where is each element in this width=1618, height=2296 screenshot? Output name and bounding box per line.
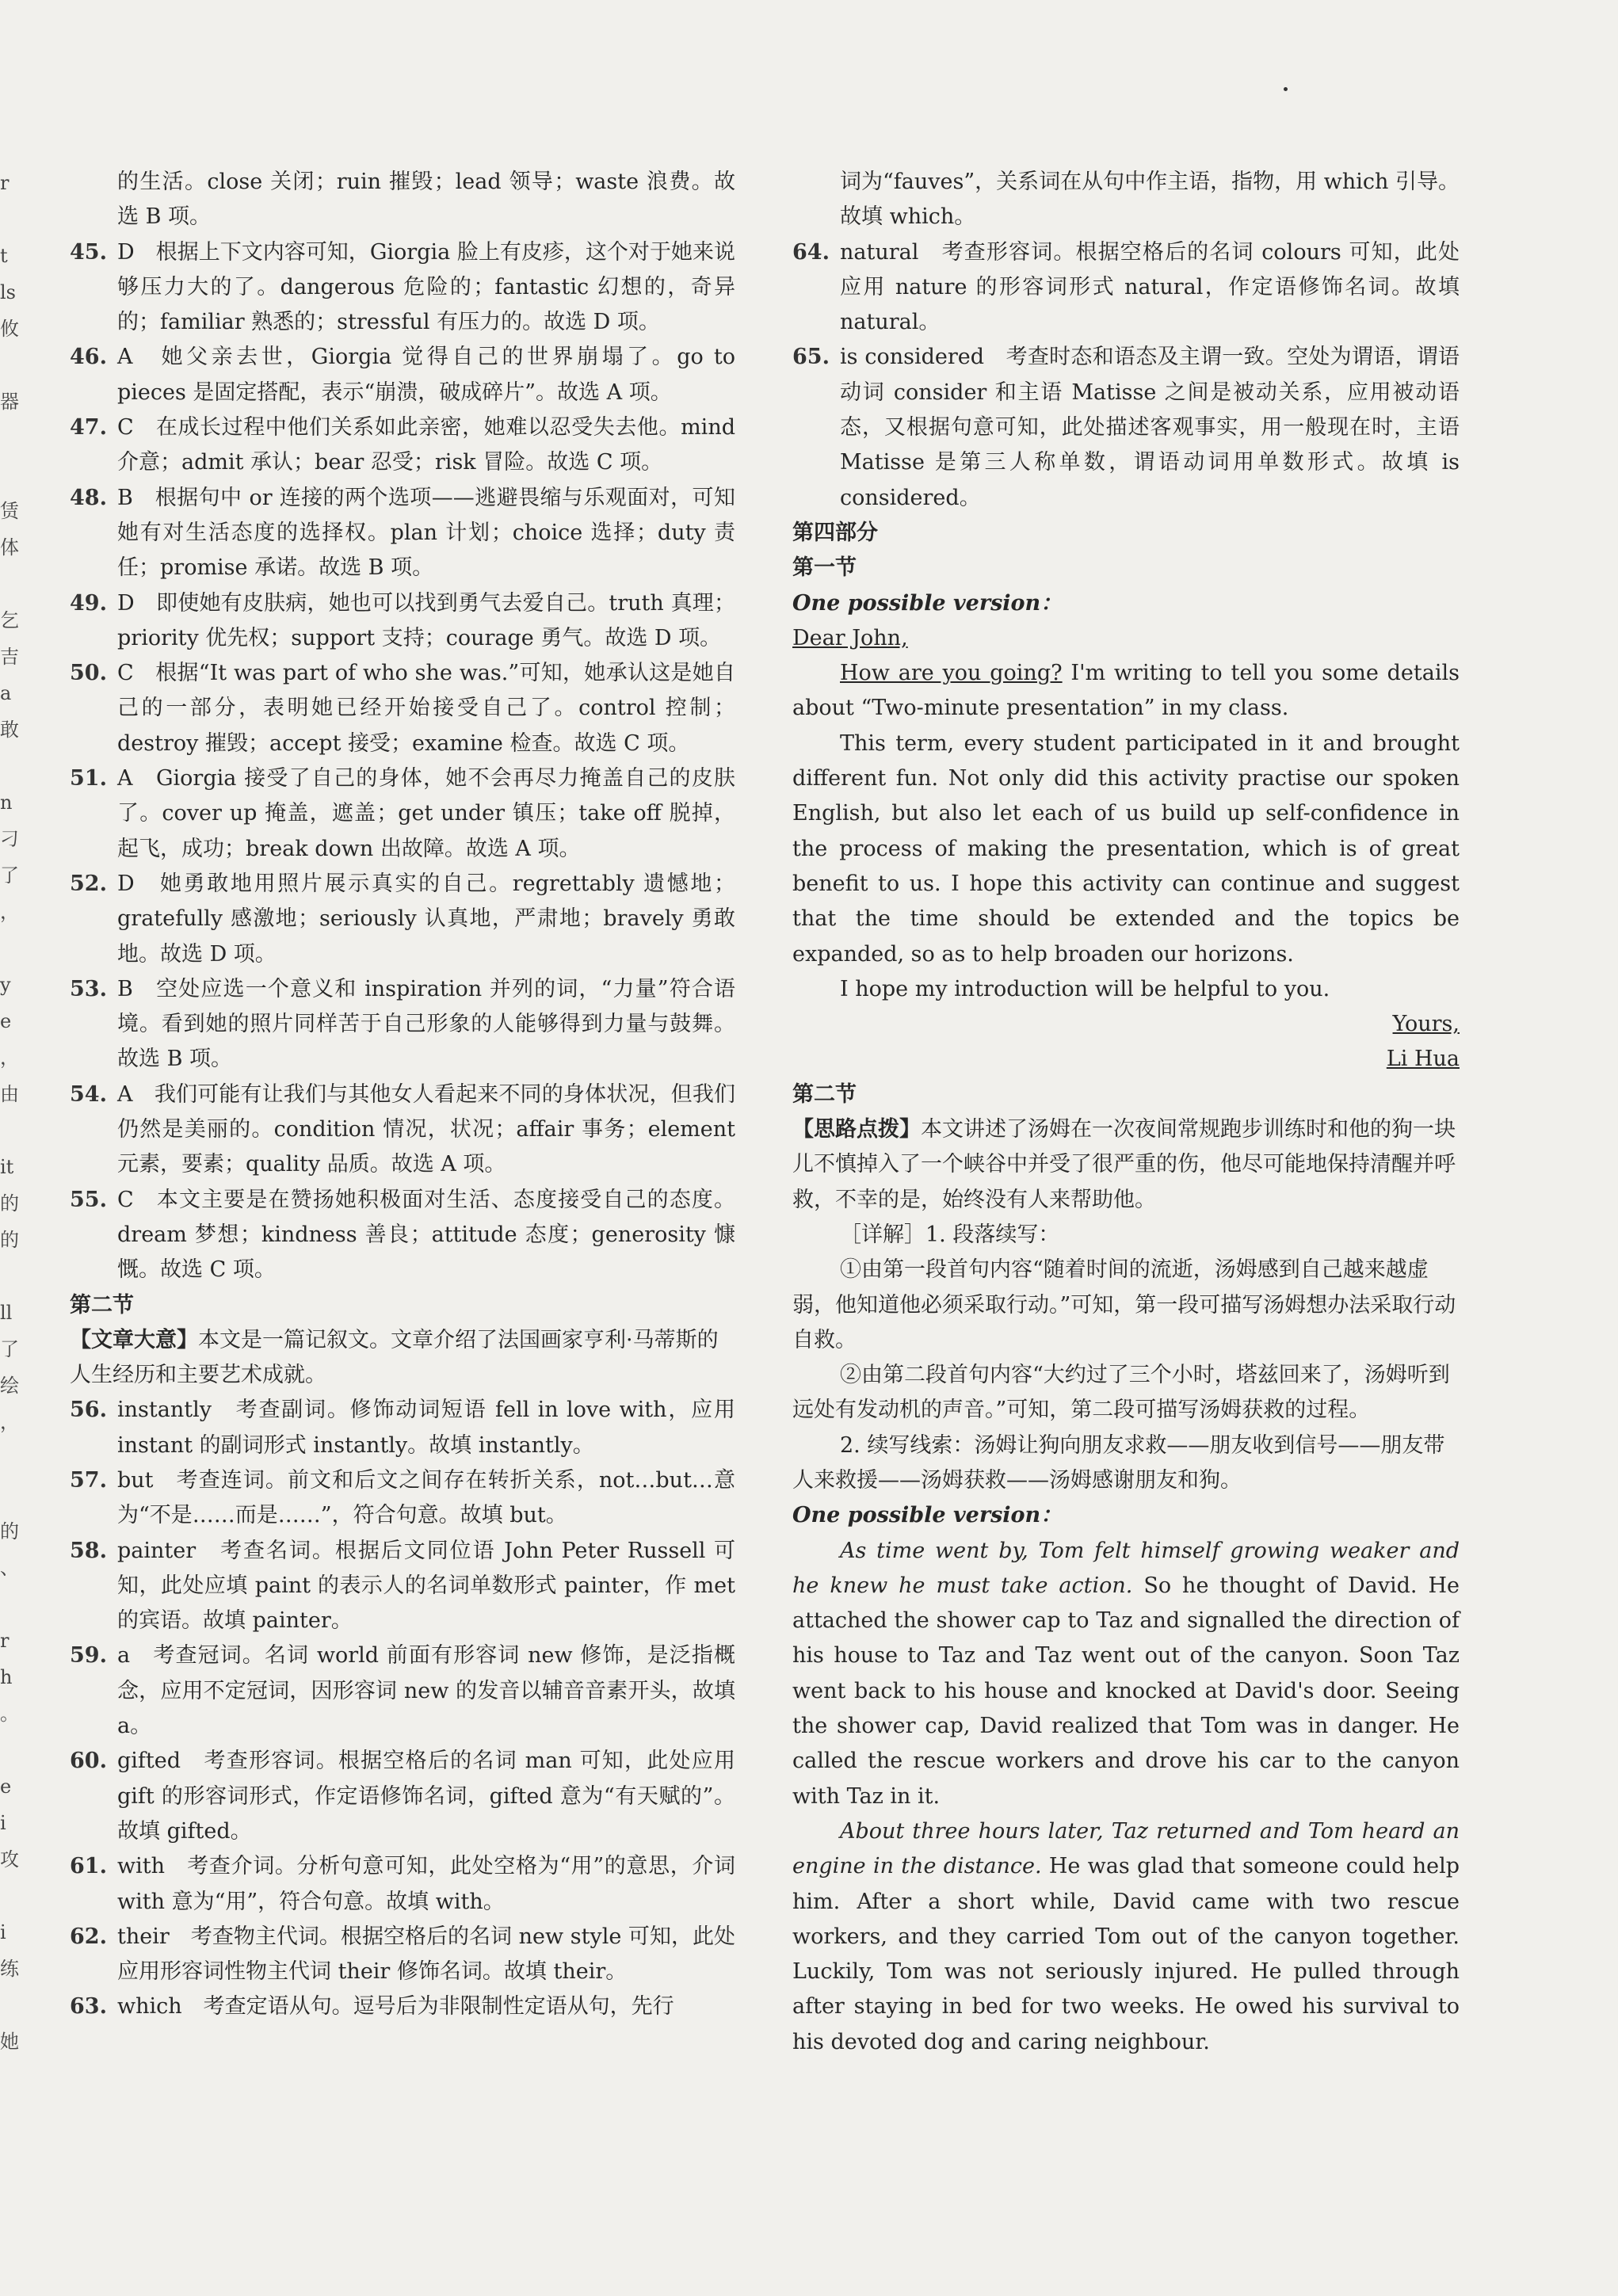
edge-fragment — [0, 1586, 16, 1623]
answer-explanation: B 根据句中 or 连接的两个选项——逃避畏缩与乐观面对，可知她有对生活态度的选择权。plan 计划；choice 选择；duty 责任；promise 承诺。故选 B 项。 — [117, 485, 735, 581]
answer-number: 61. — [70, 1854, 107, 1879]
edge-fragment: i — [0, 1812, 6, 1834]
answer-explanation: A 她父亲去世，Giorgia 觉得自己的世界崩塌了。go to pieces 是固定搭配，表示“崩溃，破成碎片”。故选 A 项。 — [117, 345, 735, 405]
answer-number: 47. — [70, 415, 107, 441]
answer-explanation: A Giorgia 接受了自己的身体，她不会再尽力掩盖自己的皮肤了。cover up 掩盖，遮盖；get under 镇压；take off 脱掉，起飞，成功；break down 出故障。故选 A 项。 — [117, 766, 735, 861]
answer-explanation: natural 考查形容词。根据空格后的名词 colours 可知，此处应用 nature 的形容词形式 natural，作定语修饰名词。故填 natural。 — [840, 239, 1460, 335]
answer-item — [70, 1744, 735, 1849]
left-column — [70, 165, 735, 2025]
edge-fragment: 攻 — [0, 1848, 19, 1871]
edge-fragment: 的 — [0, 1520, 19, 1543]
letter-salutation: Dear John, — [792, 625, 908, 650]
answer-number: 46. — [70, 345, 107, 370]
answer-number: 59. — [70, 1643, 107, 1669]
edge-fragment — [0, 1732, 16, 1768]
answer-item — [70, 972, 735, 1077]
continued-answer-63: 词为“fauves”，关系词在从句中作主语，指物，用 which 引导。故填 which。 — [840, 170, 1460, 230]
article-summary-label: 【文章大意】 — [70, 1327, 198, 1352]
edge-fragment: 吉 — [0, 646, 19, 668]
answer-item — [70, 1183, 735, 1288]
edge-fragment: 她 — [0, 2031, 19, 2053]
answer-item — [792, 340, 1460, 515]
story-paragraph-1: As time went by, Tom felt himself growing weaker and he knew he must take action. So he thought of David. He attached the shower cap to Taz and signalled the direction of his house to Taz and Taz went out of the canyon. Soon Taz went back to his house and knocked at David's door. Seeing the shower cap, David realized that Tom was in danger. He called the rescue workers and drove his car to the canyon with Taz in it. — [792, 1538, 1460, 1809]
edge-fragment — [0, 1258, 16, 1295]
answer-item — [70, 1989, 735, 2024]
answer-explanation: D 即使她有皮肤病，她也可以找到勇气去爱自己。truth 真理；priority 优先权；support 支持；courage 勇气。故选 D 项。 — [117, 590, 735, 650]
answer-item — [70, 235, 735, 341]
edge-fragment — [0, 456, 16, 493]
answer-number: 62. — [70, 1924, 107, 1949]
answer-number: 56. — [70, 1398, 107, 1423]
edge-fragment: 刁 — [0, 828, 19, 850]
answer-number: 58. — [70, 1538, 107, 1563]
answer-explanation: their 考查物主代词。根据空格后的名词 new style 可知，此处应用形容词性物主代词 their 修饰名词。故填 their。 — [117, 1924, 735, 1985]
edge-fragment: 绘 — [0, 1375, 19, 1397]
answer-item — [70, 1534, 735, 1639]
answer-number: 60. — [70, 1749, 107, 1774]
edge-fragment: ls — [0, 281, 16, 303]
answer-explanation: instantly 考查副词。修饰动词短语 fell in love with，应用 instant 的副词形式 instantly。故填 instantly。 — [117, 1398, 735, 1458]
answer-explanation: painter 考查名词。根据后文同位语 John Peter Russell 可知，此处应填 paint 的表示人的名词单数形式 painter，作 met 的宾语。故填 painter。 — [117, 1538, 735, 1634]
scan-speck — [1284, 87, 1288, 91]
edge-fragment: y — [0, 974, 11, 996]
answer-item — [70, 586, 735, 657]
answer-item — [70, 340, 735, 410]
answer-number: 49. — [70, 590, 107, 616]
clue-line: 2. 续写线索：汤姆让狗向朋友求救——朋友收到信号——朋友带人来救援——汤姆获救——汤姆感谢朋友和狗。 — [792, 1432, 1445, 1493]
answer-item — [792, 235, 1460, 341]
detail-line: ［详解］1. 段落续写： — [840, 1222, 1060, 1247]
story-p2-lead: About three hours later, Taz returned and Tom heard an engine in the distance. — [792, 1818, 1460, 1879]
right-column — [792, 165, 1460, 2060]
answer-number: 57. — [70, 1467, 107, 1493]
edge-fragment: ， — [0, 1411, 19, 1433]
edge-fragment — [0, 1878, 16, 1914]
letter-paragraph-2: This term, every student participated in it and brought different fun. Not only did this activity practise our spoken English, but also let each of us build up self-confidence in the process of making the presentation, which is of great benefit to us. I hope this activity can continue and suggest that the time should be extended and the topics be expanded, so as to help broaden our horizons. — [792, 730, 1460, 967]
edge-fragment: 赁 — [0, 500, 19, 522]
edge-fragment — [0, 1440, 16, 1477]
letter-signature: Li Hua — [1386, 1047, 1460, 1072]
edge-fragment: e — [0, 1010, 12, 1032]
letter-opening: How are you going? — [840, 661, 1063, 686]
answer-number: 55. — [70, 1187, 107, 1212]
letter-closing: Yours, — [1392, 1012, 1460, 1037]
edge-fragment — [0, 347, 16, 383]
story-paragraph-2: About three hours later, Taz returned and Tom heard an engine in the distance. He was glad that someone could help him. After a short while, David came with two rescue workers, and they carried Tom out of the canyon together. Luckily, Tom was not seriously injured. He pulled through after staying in bed for two weeks. He owed his survival to his devoted dog and caring neighbour. — [792, 1818, 1460, 2054]
edge-fragment — [0, 1112, 16, 1149]
answer-item — [70, 761, 735, 867]
section-1-heading: 第一节 — [792, 555, 857, 581]
edge-fragment — [0, 566, 16, 602]
edge-fragment — [0, 1477, 16, 1513]
answer-explanation: C 在成长过程中他们关系如此亲密，她难以忍受失去他。mind 介意；admit 承认；bear 忍受；risk 冒险。故选 C 项。 — [117, 415, 735, 475]
version-label-2: One possible version： — [792, 1503, 1063, 1528]
answer-item — [70, 1077, 735, 1183]
answer-explanation: with 考查介词。分析句意可知，此处空格为“用”的意思，介词 with 意为“用”，符合句意。故填 with。 — [117, 1854, 735, 1914]
answer-explanation: but 考查连词。前文和后文之间存在转折关系，not…but…意为“不是……而是……”，符合句意。故填 but。 — [117, 1467, 735, 1528]
answer-explanation: D 根据上下文内容可知，Giorgia 脸上有皮疹，这个对于她来说够压力大的了。dangerous 危险的；fantastic 幻想的，奇异的；familiar 熟悉的；stressful 有压力的。故选 D 项。 — [117, 239, 735, 335]
edge-fragment — [0, 1987, 16, 2023]
edge-fragment: r — [0, 172, 10, 194]
answer-number: 63. — [70, 1994, 107, 2019]
answer-list-part3 — [792, 235, 1460, 516]
answer-number: 53. — [70, 976, 107, 1001]
edge-fragment: i — [0, 1921, 6, 1943]
answer-number: 51. — [70, 766, 107, 791]
edge-fragment: e — [0, 1775, 12, 1798]
edge-fragment: 的 — [0, 1192, 19, 1215]
answer-item — [70, 1638, 735, 1744]
answer-item — [70, 481, 735, 586]
answer-list-part1 — [70, 235, 735, 1288]
section-2-heading: 第二节 — [70, 1292, 134, 1318]
answer-number: 54. — [70, 1081, 107, 1107]
article-summary — [70, 1323, 735, 1394]
edge-fragment: 体 — [0, 536, 19, 559]
edge-fragment: ， — [0, 901, 19, 923]
hint-label: 【思路点拨】 — [792, 1117, 921, 1142]
part-4-heading: 第四部分 — [792, 520, 878, 545]
answer-number: 45. — [70, 239, 107, 265]
answer-number: 64. — [792, 239, 830, 265]
edge-fragment: 了 — [0, 1338, 19, 1360]
answer-number: 48. — [70, 485, 107, 510]
answer-item — [70, 656, 735, 761]
edge-fragment: 练 — [0, 1958, 19, 1980]
answer-number: 65. — [792, 345, 830, 370]
letter-paragraph-1: How are you going? I'm writing to tell you some details about “Two-minute presentation” in my class. — [792, 661, 1460, 721]
answer-explanation: B 空处应选一个意义和 inspiration 并列的词，“力量”符合语境。看到她的照片同样苦于自己形象的人能够得到力量与鼓舞。故选 B 项。 — [117, 976, 735, 1072]
answer-item — [70, 1393, 735, 1463]
section-2b-heading: 第二节 — [792, 1081, 857, 1107]
hint-text: 本文讲述了汤姆在一次夜间常规跑步训练时和他的狗一块儿不慎掉入了一个峡谷中并受了很严重的伤，他尽可能地保持清醒并呼救，不幸的是，始终没有人来帮助他。 — [792, 1117, 1456, 1212]
answer-explanation: gifted 考查形容词。根据空格后的名词 man 可知，此处应用 gift 的形容词形式，作定语修饰名词，gifted 意为“有天赋的”。故填 gifted。 — [117, 1749, 735, 1844]
answer-list-part2 — [70, 1393, 735, 2024]
edge-fragment: 了 — [0, 864, 19, 887]
answer-item — [70, 1920, 735, 1990]
answer-item — [70, 1463, 735, 1534]
edge-fragment: 敢 — [0, 719, 19, 741]
answer-explanation: which 考查定语从句。逗号后为非限制性定语从句，先行 — [117, 1994, 674, 2019]
edge-fragment: ， — [0, 1047, 19, 1069]
edge-fragment: a — [0, 682, 12, 704]
edge-fragment: 。 — [0, 1703, 19, 1725]
answer-explanation: C 本文主要是在赞扬她积极面对生活、态度接受自己的态度。dream 梦想；kindness 善良；attitude 态度；generosity 慷慨。故选 C 项。 — [117, 1187, 735, 1283]
edge-fragment — [0, 201, 16, 238]
edge-fragment: it — [0, 1156, 14, 1178]
edge-fragment: n — [0, 791, 13, 814]
version-label-1: One possible version： — [792, 590, 1063, 616]
edge-fragment: t — [0, 245, 8, 267]
answer-number: 50. — [70, 661, 107, 686]
answer-explanation: C 根据“It was part of who she was.”可知，她承认这是她自己的一部分，表明她已经开始接受自己了。control 控制；destroy 摧毁；accept 接受；examine 检查。故选 C 项。 — [117, 661, 735, 756]
answer-item — [70, 410, 735, 481]
edge-fragment: 、 — [0, 1557, 19, 1579]
edge-fragment: 攸 — [0, 318, 19, 340]
edge-fragment: 由 — [0, 1083, 19, 1105]
edge-fragment: 器 — [0, 391, 19, 413]
answer-number: 52. — [70, 871, 107, 896]
answer-item — [70, 867, 735, 972]
edge-fragment: ll — [0, 1302, 13, 1324]
edge-fragment — [0, 420, 16, 456]
continued-answer-44: 的生活。close 关闭；ruin 摧毁；lead 领导；waste 浪费。故选 B 项。 — [117, 170, 735, 230]
edge-fragment: h — [0, 1666, 13, 1688]
answer-explanation: A 我们可能有让我们与其他女人看起来不同的身体状况，但我们仍然是美丽的。condition 情况，状况；affair 事务；element 元素，要素；quality 品质。故选 A 项。 — [117, 1081, 735, 1177]
step-2: ②由第二段首句内容“大约过了三个小时，塔兹回来了，汤姆听到远处有发动机的声音。”可知，第二段可描写汤姆获救的过程。 — [792, 1363, 1450, 1423]
adjacent-page-edge-fragments — [0, 165, 19, 2060]
step-1: ①由第一段首句内容“随着时间的流逝，汤姆感到自己越来越虚弱，他知道他必须采取行动。”可知，第一段可描写汤姆想办法采取行动自救。 — [792, 1257, 1456, 1352]
answer-explanation: is considered 考查时态和语态及主谓一致。空处为谓语，谓语动词 consider 和主语 Matisse 之间是被动关系，应用被动语态，又根据句意可知，此处描述客观事实，用一般现在时，主语 Matisse 是第三人称单数，谓语动词用单数形式。故填 is considered。 — [840, 345, 1460, 510]
edge-fragment: 的 — [0, 1229, 19, 1251]
answer-item — [70, 1849, 735, 1920]
edge-fragment — [0, 930, 16, 967]
story-p1-lead: As time went by, Tom felt himself growing weaker and he knew he must take action. — [792, 1538, 1460, 1598]
edge-fragment: 乞 — [0, 609, 19, 631]
edge-fragment: r — [0, 1630, 10, 1652]
answer-explanation: a 考查冠词。名词 world 前面有形容词 new 修饰，是泛指概念，应用不定冠词，因形容词 new 的发音以辅音音素开头，故填 a。 — [117, 1643, 735, 1739]
answer-explanation: D 她勇敢地用照片展示真实的自己。regrettably 遗憾地；gratefully 感激地；seriously 认真地，严肃地；bravely 勇敢地。故选 D 项。 — [117, 871, 735, 967]
letter-paragraph-3: I hope my introduction will be helpful to you. — [840, 976, 1330, 1001]
edge-fragment — [0, 748, 16, 784]
hint-paragraph — [792, 1112, 1460, 1218]
article-summary-text: 本文是一篇记叙文。文章介绍了法国画家亨利·马蒂斯的人生经历和主要艺术成就。 — [70, 1327, 719, 1388]
